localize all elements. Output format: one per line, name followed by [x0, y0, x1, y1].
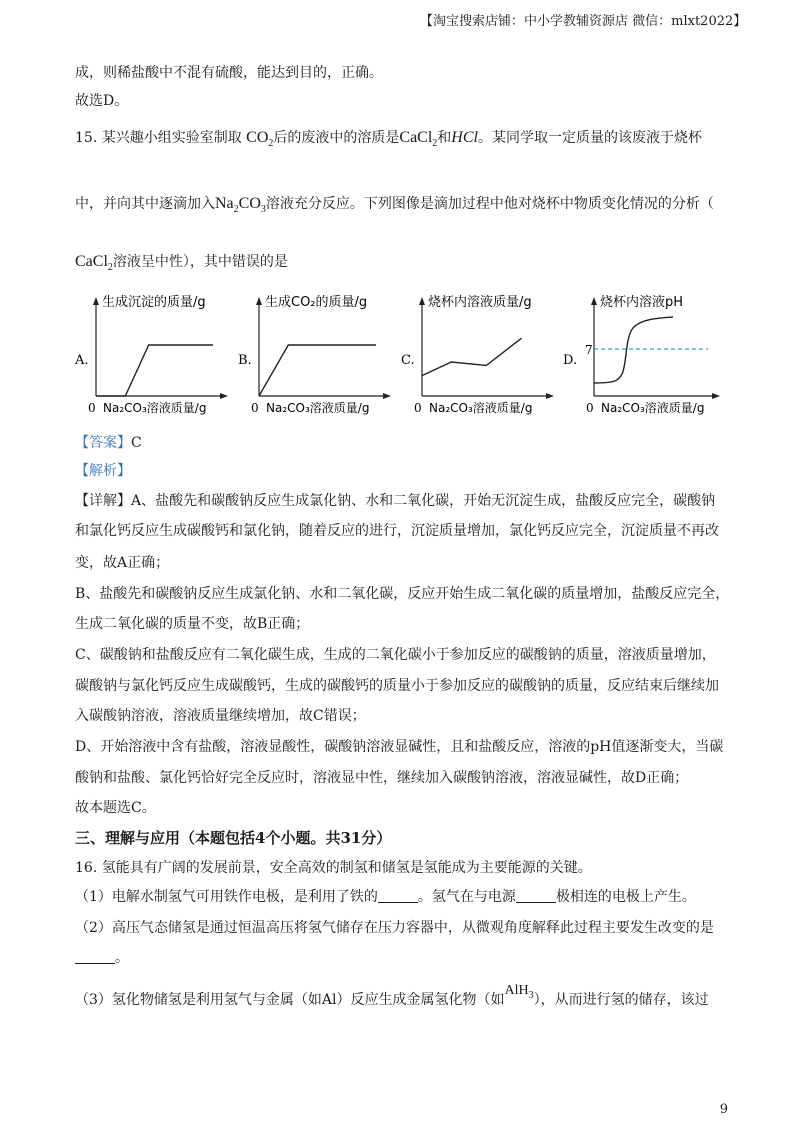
x-axis-label: Na₂CO₃溶液质量/g — [266, 401, 370, 415]
formula-na2co3: $Na_2CO_3$ — [215, 195, 266, 216]
answer-label: 【答案】 — [75, 435, 131, 451]
x-axis-label: Na₂CO₃溶液质量/g — [601, 401, 705, 415]
detail-line-2: 和氯化钙反应生成碳酸钙和氯化钠，随着反应的进行，沉淀质量增加，氯化钙反应完全，沉淀质量不再改 — [75, 523, 719, 539]
formula-alh3: AlH$_3$ — [504, 983, 534, 1001]
q15-line-3: CaCl$_2$溶液呈中性），其中错误的是 — [75, 253, 288, 274]
option-letter: B. — [238, 353, 252, 368]
option-letter: A. — [75, 353, 89, 368]
ph-curve — [594, 317, 673, 383]
chart-c — [401, 288, 576, 423]
formula-co2: $CO_2$ — [246, 129, 274, 150]
detail-line-5: 生成二氧化碳的质量不变，故B正确； — [75, 616, 310, 632]
option-letter: D. — [563, 353, 578, 368]
chart-a-svg — [75, 288, 250, 423]
y-axis-arrow — [419, 297, 425, 305]
chart-d-svg — [563, 288, 738, 423]
chart-b — [238, 288, 413, 423]
answer-blank-2 — [516, 888, 556, 903]
detail-line-6: C、碳酸钠和盐酸反应有二氧化碳生成，生成的二氧化碳小于参加反应的碳酸钠的质量，溶液质量增加， — [75, 647, 716, 663]
x-axis-arrow — [546, 393, 554, 399]
section-title: 三、理解与应用（本题包括4个小题。共31分） — [75, 829, 392, 847]
chart-d — [563, 288, 738, 423]
page-number: 9 — [719, 1102, 728, 1117]
prev-line-2: 故选D。 — [75, 93, 129, 109]
series-line — [96, 345, 213, 396]
detail-line-4: B、盐酸先和碳酸钠反应生成氯化钠、水和二氧化碳，反应开始生成二氧化碳的质量增加，盐酸反应完全， — [75, 586, 730, 602]
y-axis-arrow — [591, 297, 597, 305]
answer-blank-3 — [75, 949, 115, 964]
y-axis-arrow — [93, 297, 99, 305]
formula-cacl2: CaCl$_2$ — [399, 129, 438, 150]
q16-part-2: （2）高压气态储氢是通过恒温高压将氢气储存在压力容器中，从微观角度解释此过程主要发生改变的是 — [75, 920, 714, 936]
detail-line-3: 变，故A正确； — [75, 555, 170, 571]
ph-7-label: 7 — [585, 343, 593, 357]
formula-cacl2-b: CaCl$_2$ — [75, 253, 113, 274]
q16-intro: 16. 氢能具有广阔的发展前景，安全高效的制氢和储氢是氢能成为主要能源的关键。 — [75, 860, 592, 876]
q16-part-1: （1）电解水制氢气可用铁作电极，是利用了铁的 。氢气在与电源 极相连的电极上产生。 — [75, 889, 696, 905]
x-axis-arrow — [383, 393, 391, 399]
y-axis-arrow — [256, 297, 262, 305]
origin-label: 0 — [251, 401, 259, 415]
origin-label: 0 — [88, 401, 96, 415]
series-line — [259, 345, 376, 396]
chart-b-svg — [238, 288, 413, 423]
detail-line-11: 故本题选C。 — [75, 800, 156, 816]
answer-line — [75, 433, 142, 453]
origin-label: 0 — [586, 401, 594, 415]
q15-line-1: 15. 某兴趣小组实验室制取 $CO_2$后的废液中的溶质是CaCl$_2$和HCl。某同学取一定质量的该废液于烧杯 — [75, 129, 702, 150]
option-letter: C. — [401, 353, 415, 368]
page-header: 【淘宝搜索店铺：中小学教辅资源店 微信：mlxt2022】 — [420, 14, 747, 29]
detail-line-7: 碳酸钠与氯化钙反应生成碳酸钙，生成的碳酸钙的质量小于参加反应的碳酸钠的质量，反应结束后继续加 — [75, 678, 719, 694]
x-axis-arrow — [712, 393, 720, 399]
q15-line-2: 中，并向其中逐滴加入$Na_2CO_3$溶液充分反应。下列图像是滴加过程中他对烧杯中物质变化情况的分析（ — [75, 195, 714, 216]
x-axis-arrow — [220, 393, 228, 399]
series-line — [422, 338, 522, 375]
detail-line-1: 【详解】A、盐酸先和碳酸钠反应生成氯化钠、水和二氧化碳，开始无沉淀生成，盐酸反应完全，碳酸钠 — [75, 493, 716, 509]
answer-value: C — [131, 435, 142, 451]
origin-label: 0 — [414, 401, 422, 415]
y-axis-label: 生成CO₂的质量/g — [265, 295, 368, 310]
q16-part-3: （3）氢化物储氢是利用氢气与金属（如Al）反应生成金属氢化物（如AlH$_3$），从而进行氢的储存，该过 — [75, 983, 709, 1008]
y-axis-label: 烧杯内溶液质量/g — [428, 295, 532, 310]
question-number: 15. — [75, 130, 98, 146]
chart-c-svg — [401, 288, 576, 423]
prev-line-1: 成，则稀盐酸中不混有硫酸，能达到目的，正确。 — [75, 65, 383, 81]
y-axis-label: 烧杯内溶液pH — [600, 295, 684, 310]
detail-line-10: 酸钠和盐酸、氯化钙恰好完全反应时，溶液显中性，继续加入碳酸钠溶液，溶液显碱性，故D正确； — [75, 770, 689, 786]
x-axis-label: Na₂CO₃溶液质量/g — [429, 401, 533, 415]
detail-line-8: 入碳酸钠溶液，溶液质量继续增加，故C错误； — [75, 708, 366, 724]
answer-blank-1 — [378, 888, 418, 903]
detail-line-9: D、开始溶液中含有盐酸，溶液显酸性，碳酸钠溶液显碱性，且和盐酸反应，溶液的pH值逐渐变大，当碳 — [75, 739, 724, 755]
chart-a — [75, 288, 250, 423]
formula-hcl: HCl — [451, 129, 478, 146]
y-axis-label: 生成沉淀的质量/g — [102, 295, 206, 310]
q16-part-2-end: 。 — [75, 948, 129, 968]
analysis-label: 【解析】 — [75, 463, 131, 479]
x-axis-label: Na₂CO₃溶液质量/g — [103, 401, 207, 415]
